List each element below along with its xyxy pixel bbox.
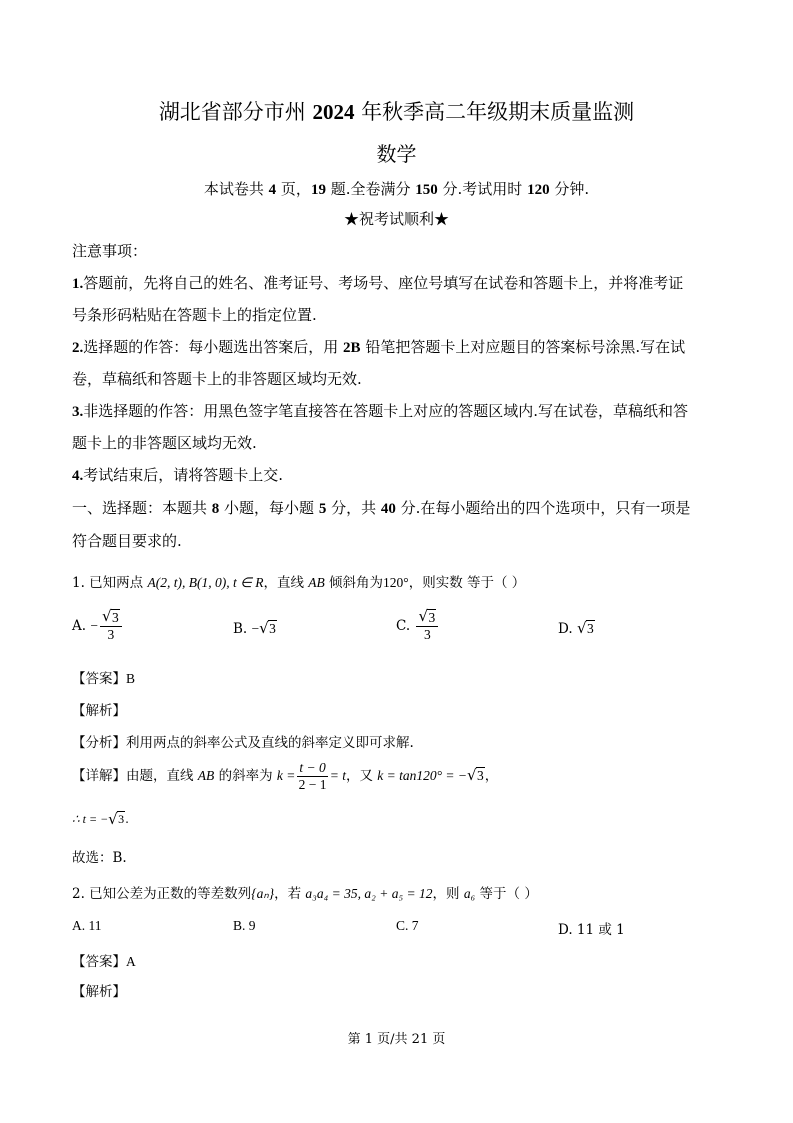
title-suffix: 年秋季高二年级期末质量监测: [354, 100, 635, 124]
fenxi-label: 【分析】: [72, 735, 126, 751]
note-3-line-1: [72, 400, 688, 421]
fraction-denominator: 2 − 1: [298, 777, 327, 792]
answer-value: B: [126, 671, 136, 686]
question-2-answer: [72, 950, 136, 970]
question-text: ，直线: [263, 575, 309, 591]
radicand: 3: [586, 621, 594, 636]
info-text: 本试卷共: [203, 180, 269, 198]
question-text: ，则: [432, 886, 464, 902]
fenxi-text: 利用两点的斜率公式及直线的斜率定义即可求解.: [126, 735, 414, 751]
fraction-numerator: t − 0: [299, 760, 326, 775]
info-pages: 4: [268, 182, 277, 198]
question-2-option-c[interactable]: C. 7: [396, 918, 419, 933]
section-1-heading-line-2: 符合题目要求的.: [72, 532, 182, 550]
info-text: 分钟.: [549, 180, 590, 198]
question-2-option-d[interactable]: D. 11 或 1: [558, 922, 625, 938]
line-name: AB: [197, 768, 215, 783]
sequence-expression: {aₙ}: [251, 886, 275, 901]
note-text: 铅笔把答题卡上对应题目的答案标号涂黑.写在试: [360, 338, 686, 356]
info-questions: 19: [310, 182, 326, 198]
radicand: 3: [477, 768, 484, 783]
angle-value: 120°: [383, 575, 409, 590]
detail-text: 由题，直线: [126, 768, 198, 784]
note-text: 考试结束后，请将答题卡上交.: [83, 466, 284, 484]
slope-symbol: k =: [276, 768, 296, 783]
note-text: 选择题的作答：每小题选出答案后，用: [83, 338, 344, 356]
denominator: 3: [107, 627, 115, 642]
detail-text: ，又: [346, 768, 378, 784]
detail-label: 【详解】: [72, 768, 126, 784]
question-2-option-a[interactable]: A. 11: [72, 918, 102, 933]
question-1-analysis-label: 【解析】: [72, 703, 126, 719]
question-1-detail: [72, 760, 498, 793]
info-text: 页，: [276, 180, 311, 198]
question-1-option-d[interactable]: [558, 621, 595, 637]
pencil-type: 2B: [343, 340, 361, 356]
answer-label: 【答案】: [72, 671, 126, 687]
page-number: 第 1 页/共 21 页: [347, 1032, 446, 1047]
question-1-fenxi: [72, 731, 414, 751]
period: .: [125, 812, 129, 826]
question-2-stem: [72, 882, 538, 902]
question-text: ，若: [274, 886, 306, 902]
option-label: C.: [396, 618, 411, 634]
note-text: 非选择题的作答：用黑色签字笔直接答在答题卡上对应的答题区域内.写在试卷，草稿纸和答: [83, 402, 689, 420]
question-text: ，则实数 等于（ ）: [408, 575, 526, 591]
detail-text: 的斜率为: [214, 768, 277, 784]
note-number: 1.: [72, 276, 84, 292]
question-1-stem: [72, 571, 525, 591]
note-3-line-2: 题卡上的非答题区域均无效.: [72, 434, 257, 452]
note-number: 2.: [72, 340, 84, 356]
notes-heading: 注意事项：: [72, 242, 148, 260]
condition-expression: a₃a₄ = 35, a₂ + a₅ = 12: [305, 886, 433, 901]
question-1-answer: [72, 667, 135, 687]
target-term: a₆: [463, 886, 476, 901]
section-total-score: 40: [380, 501, 396, 517]
question-2-analysis-label: 【解析】: [72, 984, 126, 1000]
info-time: 120: [527, 182, 550, 198]
section-text: 一、选择题：本题共: [72, 499, 212, 517]
section-1-heading: [72, 497, 690, 518]
note-1-line-1: [72, 272, 683, 293]
section-text: 小题，每小题: [219, 499, 319, 517]
info-score: 150: [415, 182, 438, 198]
detail-text: ，: [484, 768, 499, 784]
tan-expression: k = tan120° = −: [377, 768, 468, 783]
note-4-line-1: [72, 464, 283, 485]
exam-info: [0, 178, 793, 199]
question-text: 等于（ ）: [475, 886, 538, 902]
note-number: 3.: [72, 404, 84, 420]
option-label: D.: [558, 621, 573, 637]
slope-fraction: [297, 760, 327, 793]
page-title: [0, 96, 793, 126]
question-1-choice: 故选：B.: [72, 850, 127, 866]
good-luck-line: ★祝考试顺利★: [343, 210, 449, 228]
question-2-option-b[interactable]: B. 9: [233, 918, 256, 933]
section-text: 分.在每小题给出的四个选项中，只有一项是: [395, 499, 691, 517]
fraction: [100, 610, 122, 643]
question-text: 1. 已知两点: [72, 575, 148, 591]
question-text: 倾斜角为: [324, 575, 384, 591]
section-count: 8: [211, 501, 220, 517]
radicand: 3: [118, 812, 125, 826]
info-text: 题.全卷满分: [325, 180, 416, 198]
question-text: 2. 已知公差为正数的等差数列: [72, 886, 252, 902]
subject-title: 数学: [376, 142, 417, 166]
answer-label: 【答案】: [72, 954, 126, 970]
question-1-therefore: [72, 812, 129, 827]
line-name: AB: [308, 575, 325, 590]
option-label: B.: [233, 621, 248, 637]
note-number: 4.: [72, 468, 84, 484]
radicand: 3: [428, 610, 436, 625]
fraction: [416, 610, 438, 643]
answer-value: A: [126, 954, 136, 969]
minus-sign: −: [251, 621, 260, 636]
denominator: 3: [423, 627, 431, 642]
title-year: 2024: [312, 100, 355, 124]
radicand: 3: [269, 621, 276, 636]
points-expression: A(2, t), B(1, 0), t ∈ R: [147, 575, 264, 590]
section-text: 分，共: [326, 499, 381, 517]
question-1-option-c[interactable]: [396, 610, 440, 643]
info-text: 分.考试用时: [437, 180, 528, 198]
question-1-option-a[interactable]: [72, 610, 124, 643]
question-1-option-b[interactable]: [233, 621, 277, 637]
note-1-line-2: 号条形码粘贴在答题卡上的指定位置.: [72, 306, 317, 324]
radicand: 3: [111, 610, 119, 625]
note-2-line-2: 卷，草稿纸和答题卡上的非答题区域均无效.: [72, 370, 362, 388]
title-prefix: 湖北省部分市州: [158, 100, 313, 124]
section-each-score: 5: [318, 501, 327, 517]
slope-equals-t: = t: [329, 768, 346, 783]
therefore-expression: ∴ t = −: [72, 812, 109, 826]
note-2-line-1: [72, 336, 685, 357]
minus-sign: −: [90, 618, 98, 633]
note-text: 答题前，先将自己的姓名、准考证号、考场号、座位号填写在试卷和答题卡上，并将准考证: [83, 274, 684, 292]
option-label: A.: [72, 618, 87, 634]
